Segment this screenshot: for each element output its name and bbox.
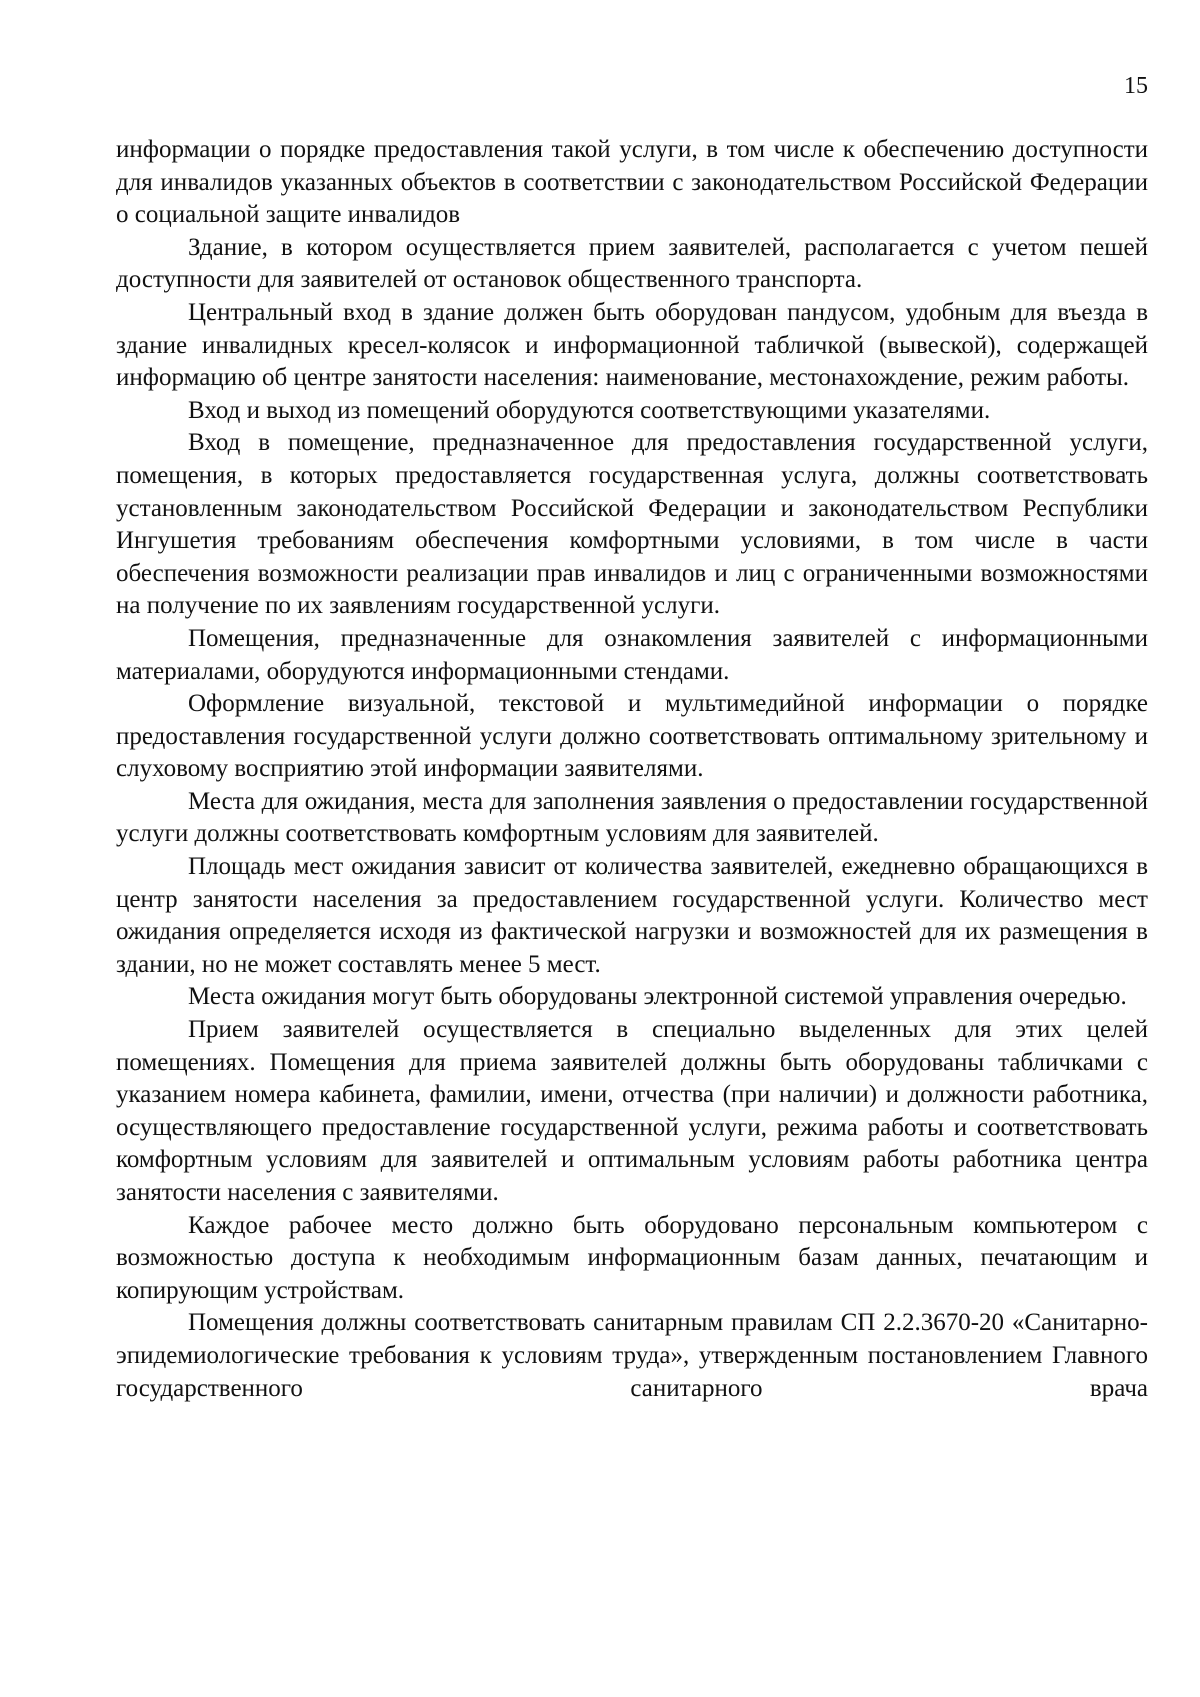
paragraph-13: Помещения должны соответствовать санитарным правилам СП 2.2.3670-20 «Санитарно-эпидемиологические требования к условиям труда», утвержденным постановлением Главного государственного санитарного врача bbox=[116, 1309, 1148, 1402]
paragraph-1: информации о порядке предоставления такой услуги, в том числе к обеспечению доступности для инвалидов указанных объектов в соответствии с законодательством Российской Федерации о социальной защите инвалидов bbox=[116, 136, 1148, 229]
page-number: 15 bbox=[1124, 73, 1148, 99]
paragraph-3: Центральный вход в здание должен быть оборудован пандусом, удобным для въезда в здание инвалидных кресел-колясок и информационной табличкой (вывеской), содержащей информацию об центре занятости населения: наименование, местонахождение, режим работы. bbox=[116, 298, 1148, 392]
paragraph-4: Вход и выход из помещений оборудуются соответствующими указателями. bbox=[188, 396, 991, 424]
paragraph-2: Здание, в котором осуществляется прием заявителей, располагается с учетом пешей доступности для заявителей от остановок общественного транспорта. bbox=[116, 233, 1148, 294]
paragraph-10: Места ожидания могут быть оборудованы электронной системой управления очередью. bbox=[188, 983, 1127, 1011]
paragraph-11: Прием заявителей осуществляется в специально выделенных для этих целей помещениях. Помещения для приема заявителей должны быть оборудованы табличками с указанием номера кабинета, фамилии, имени, отчества (при наличии) и должности работника, осуществляющего предоставление государственной услуги, режима работы и соответствовать комфортным условиям для заявителей и оптимальным условиям работы работника центра занятости населения с заявителями. bbox=[116, 1016, 1148, 1206]
paragraph-5: Вход в помещение, предназначенное для предоставления государственной услуги, помещения, в которых предоставляется государственная услуга, должны соответствовать установленным законодательством Российской Федерации и законодательством Республики Ингушетия требованиям обеспечения комфортными условиями, в том числе в части обеспечения возможности реализации прав инвалидов и лиц с ограниченными возможностями на получение по их заявлениям государственной услуги. bbox=[116, 429, 1148, 620]
paragraph-8: Места для ожидания, места для заполнения заявления о предоставлении государственной услуги должны соответствовать комфортным условиям для заявителей. bbox=[116, 787, 1148, 848]
paragraph-12: Каждое рабочее место должно быть оборудовано персональным компьютером с возможностью доступа к необходимым информационным базам данных, печатающим и копирующим устройствам. bbox=[116, 1211, 1148, 1304]
paragraph-9: Площадь мест ожидания зависит от количества заявителей, ежедневно обращающихся в центр занятости населения за предоставлением государственной услуги. Количество мест ожидания определяется исходя из фактической нагрузки и возможностей для их размещения в здании, но не может составлять менее 5 мест. bbox=[116, 853, 1148, 978]
paragraph-7: Оформление визуальной, текстовой и мультимедийной информации о порядке предоставления государственной услуги должно соответствовать оптимальному зрительному и слуховому восприятию этой информации заявителями. bbox=[116, 690, 1148, 783]
paragraph-6: Помещения, предназначенные для ознакомления заявителей с информационными материалами, оборудуются информационными стендами. bbox=[116, 624, 1148, 685]
document-body bbox=[116, 134, 1148, 1405]
